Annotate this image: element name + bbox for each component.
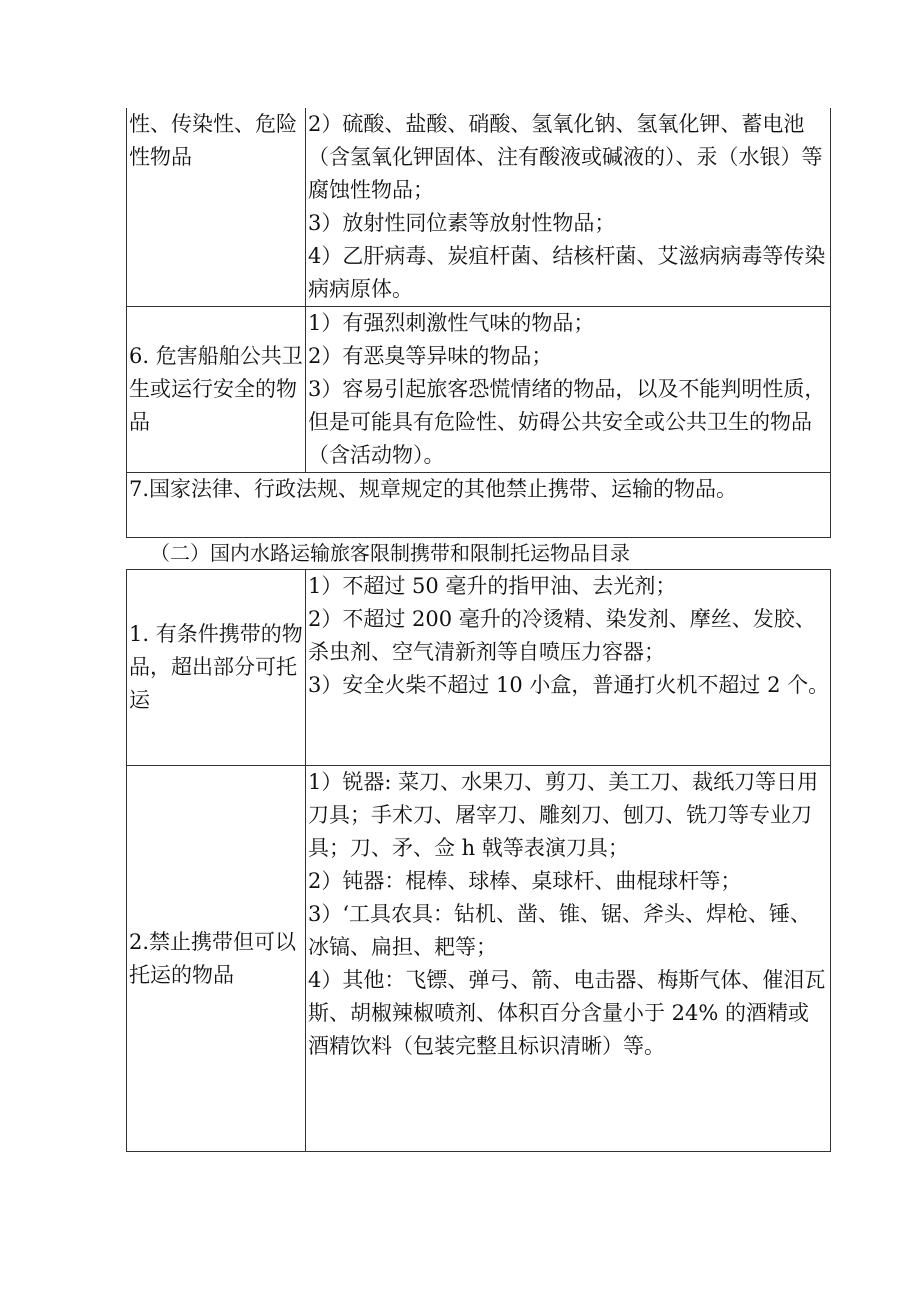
- table-row: [127, 108, 831, 307]
- list-item: 3）容易引起旅客恐慌情绪的物品，以及不能判明性质，但是可能具有危险性、妨碍公共安全或公共卫生的物品（含活动物）。: [308, 377, 826, 467]
- items-cell: [306, 307, 831, 473]
- list-item: 1）锐器: 菜刀、水果刀、剪刀、美工刀、裁纸刀等日用刀具；手术刀、屠宰刀、雕刻刀、刨刀、铣刀等专业刀具；刀、矛、佥 h 戟等表演刀具；: [308, 770, 819, 860]
- list-item: 3）‘工具农具：钻机、凿、锥、锯、斧头、焊枪、锤、冰镐、扁担、耙等；: [308, 902, 812, 959]
- items-cell: [306, 108, 831, 307]
- list-item: 2）不超过 200 毫升的冷烫精、染发剂、摩丝、发胶、杀虫剂、空气清新剂等自喷压力容器；: [308, 607, 816, 664]
- list-item: 3）放射性同位素等放射性物品；: [308, 211, 616, 235]
- list-item: 4）其他：飞镖、弹弓、箭、电击器、梅斯气体、催泪瓦斯、胡椒辣椒喷剂、体积百分含量小于 24% 的酒精或酒精饮料（包装完整且标识清晰）等。: [308, 968, 826, 1058]
- prohibited-items-table: [126, 108, 831, 538]
- category-cell: 性、传染性、危险性物品: [127, 108, 306, 307]
- list-item: 1）不超过 50 毫升的指甲油、去光剂；: [308, 574, 677, 598]
- category-cell: 1. 有条件携带的物品，超出部分可托运: [127, 570, 306, 766]
- table-row: [127, 473, 831, 538]
- category-cell: 2.禁止携带但可以托运的物品: [127, 766, 306, 1152]
- table-row: [127, 570, 831, 766]
- list-item: 4）乙肝病毒、炭疽杆菌、结核杆菌、艾滋病病毒等传染病病原体。: [308, 244, 826, 301]
- items-cell: [306, 570, 831, 766]
- list-item: 2）硫酸、盐酸、硝酸、氢氧化钠、氢氧化钾、蓄电池（含氢氧化钾固体、注有酸液或碱液的）、汞（水银）等腐蚀性物品；: [308, 112, 823, 202]
- table-row: [127, 307, 831, 473]
- list-item: 3）安全火柴不超过 10 小盒，普通打火机不超过 2 个。: [308, 673, 830, 697]
- items-cell: [306, 766, 831, 1152]
- list-item: 1）有强烈刺激性气味的物品；: [308, 311, 595, 335]
- section-caption: （二）国内水路运输旅客限制携带和限制托运物品目录: [150, 541, 630, 565]
- list-item: 2）有恶臭等异味的物品；: [308, 344, 553, 368]
- category-cell: 6. 危害船舶公共卫生或运行安全的物品: [127, 307, 306, 473]
- restricted-items-table: [126, 569, 831, 1152]
- list-item: 2）钝器：棍棒、球棒、桌球杆、曲棍球杆等；: [308, 869, 742, 893]
- full-width-cell: 7.国家法律、行政法规、规章规定的其他禁止携带、运输的物品。: [127, 473, 831, 538]
- table-row: [127, 766, 831, 1152]
